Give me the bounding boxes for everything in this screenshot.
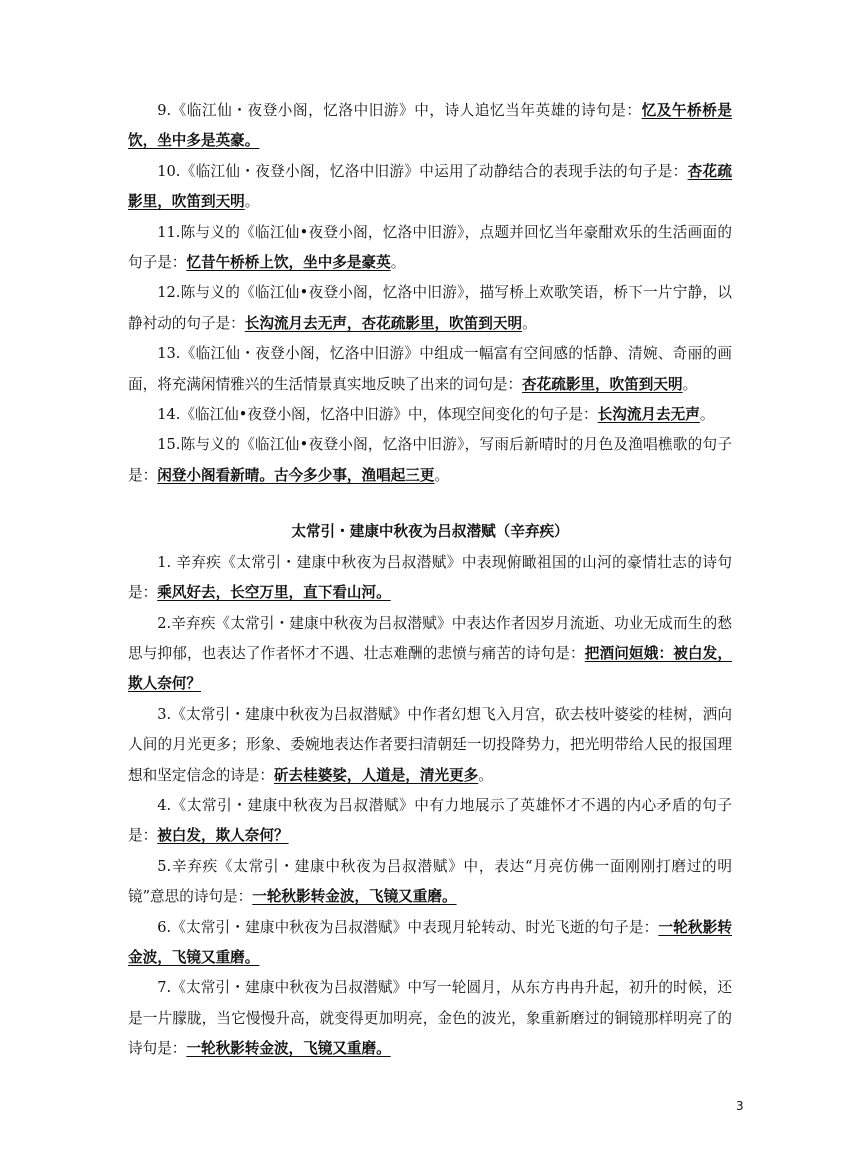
answer-text: 杏花疏影里，吹笛到天明 bbox=[522, 375, 683, 393]
answer-text: 一轮秋影转金波，飞镜又重磨。 bbox=[128, 918, 732, 966]
question-text: 9.《临江仙・夜登小阁，忆洛中旧游》中，诗人追忆当年英雄的诗句是： bbox=[157, 102, 642, 119]
question-item bbox=[128, 852, 732, 913]
section-taichangyin bbox=[128, 548, 732, 1065]
question-text: 3.《太常引・建康中秋夜为吕叔潜赋》中作者幻想飞入月宫，砍去枝叶婆娑的桂树，洒向人间的月光更多；形象、委婉地表达作者要扫清朝廷一切投降势力，把光明带给人民的报国理想和坚定信念的诗是： bbox=[128, 705, 732, 784]
trailing-punct: 。 bbox=[244, 193, 260, 211]
question-item bbox=[128, 400, 732, 430]
answer-text: 闲登小阁看新晴。古今多少事，渔唱起三更 bbox=[157, 466, 435, 484]
question-text: 6.《太常引・建康中秋夜为吕叔潜赋》中表现月轮转动、时光飞逝的句子是： bbox=[157, 918, 659, 936]
question-item bbox=[128, 791, 732, 852]
trailing-punct: 。 bbox=[434, 466, 450, 484]
question-item bbox=[128, 973, 732, 1064]
answer-text: 杏花疏影里，吹笛到天明 bbox=[128, 162, 732, 211]
question-item bbox=[128, 339, 732, 400]
question-item bbox=[128, 157, 732, 218]
section-linjiangxian bbox=[128, 96, 732, 491]
answer-text: 一轮秋影转金波，飞镜又重磨。 bbox=[252, 888, 457, 906]
question-text: 4.《太常引・建康中秋夜为吕叔潜赋》中有力地展示了英雄怀才不遇的内心矛盾的句子是： bbox=[128, 796, 732, 845]
trailing-punct: 。 bbox=[390, 254, 406, 272]
question-text: 13.《临江仙・夜登小阁，忆洛中旧游》中组成一幅富有空间感的恬静、清婉、奇丽的画面，将充满闲情雅兴的生活情景真实地反映了出来的词句是： bbox=[128, 345, 732, 393]
answer-text: 把酒问姮娥：被白发，欺人奈何？ bbox=[128, 644, 732, 693]
question-item bbox=[128, 218, 732, 279]
question-text: 12.陈与义的《临江仙•夜登小阁，忆洛中旧游》，描写桥上欢歌笑语，桥下一片宁静，以静衬动的句子是： bbox=[128, 284, 732, 332]
section-title: 太常引・建康中秋夜为吕叔潜赋（辛弃疾） bbox=[291, 523, 569, 541]
question-text: 10.《临江仙・夜登小阁，忆洛中旧游》中运用了动静结合的表现手法的句子是： bbox=[157, 162, 688, 180]
trailing-punct: 。 bbox=[699, 406, 715, 424]
question-item bbox=[128, 430, 732, 491]
document-body bbox=[128, 96, 732, 1065]
answer-text: 忆昔午桥桥上饮，坐中多是豪英 bbox=[186, 254, 391, 272]
question-text: 11.陈与义的《临江仙•夜登小阁，忆洛中旧游》，点题并回忆当年豪酣欢乐的生活画面的句子是： bbox=[128, 223, 732, 272]
answer-text: 乘风好去，长空万里，直下看山河。 bbox=[157, 584, 391, 602]
answer-text: 被白发，欺人奈何？ bbox=[157, 827, 289, 845]
question-text: 5.辛弃疾《太常引・建康中秋夜为吕叔潜赋》中，表达“月亮仿佛一面刚刚打磨过的明镜”意思的诗句是： bbox=[128, 857, 732, 906]
answer-text: 忆及午桥桥是饮，坐中多是英豪。 bbox=[128, 102, 732, 150]
question-item bbox=[128, 913, 732, 974]
answer-text: 长沟流月去无声 bbox=[597, 406, 700, 424]
page-number: 3 bbox=[736, 1099, 744, 1113]
question-text: 7.《太常引・建康中秋夜为吕叔潜赋》中写一轮圆月，从东方冉冉升起，初升的时候，还是一片朦胧，当它慢慢升高，就变得更加明亮，金色的波光，象重新磨过的铜镜那样明亮了的诗句是： bbox=[128, 979, 732, 1058]
trailing-punct: 。 bbox=[522, 314, 537, 332]
question-text: 1. 辛弃疾《太常引・建康中秋夜为吕叔潜赋》中表现俯瞰祖国的山河的豪情壮志的诗句是： bbox=[128, 553, 732, 602]
question-item bbox=[128, 278, 732, 339]
question-text: 2.辛弃疾《太常引・建康中秋夜为吕叔潜赋》中表达作者因岁月流逝、功业无成而生的愁思与抑郁，也表达了作者怀才不遇、壮志难酬的悲愤与痛苦的诗句是： bbox=[128, 614, 732, 662]
answer-text: 一轮秋影转金波，飞镜又重磨。 bbox=[186, 1040, 391, 1058]
trailing-punct: 。 bbox=[682, 375, 698, 393]
question-item bbox=[128, 96, 732, 157]
question-item bbox=[128, 609, 732, 700]
question-text: 15.陈与义的《临江仙•夜登小阁，忆洛中旧游》，写雨后新晴时的月色及渔唱樵歌的句子是： bbox=[128, 436, 732, 484]
question-text: 14.《临江仙•夜登小阁，忆洛中旧游》中，体现空间变化的句子是： bbox=[157, 406, 598, 424]
question-item bbox=[128, 548, 732, 609]
trailing-punct: 。 bbox=[478, 766, 493, 784]
question-item bbox=[128, 700, 732, 791]
answer-text: 长沟流月去无声，杏花疏影里，吹笛到天明 bbox=[244, 314, 523, 332]
answer-text: 斫去桂婆娑，人道是，清光更多 bbox=[273, 766, 479, 784]
